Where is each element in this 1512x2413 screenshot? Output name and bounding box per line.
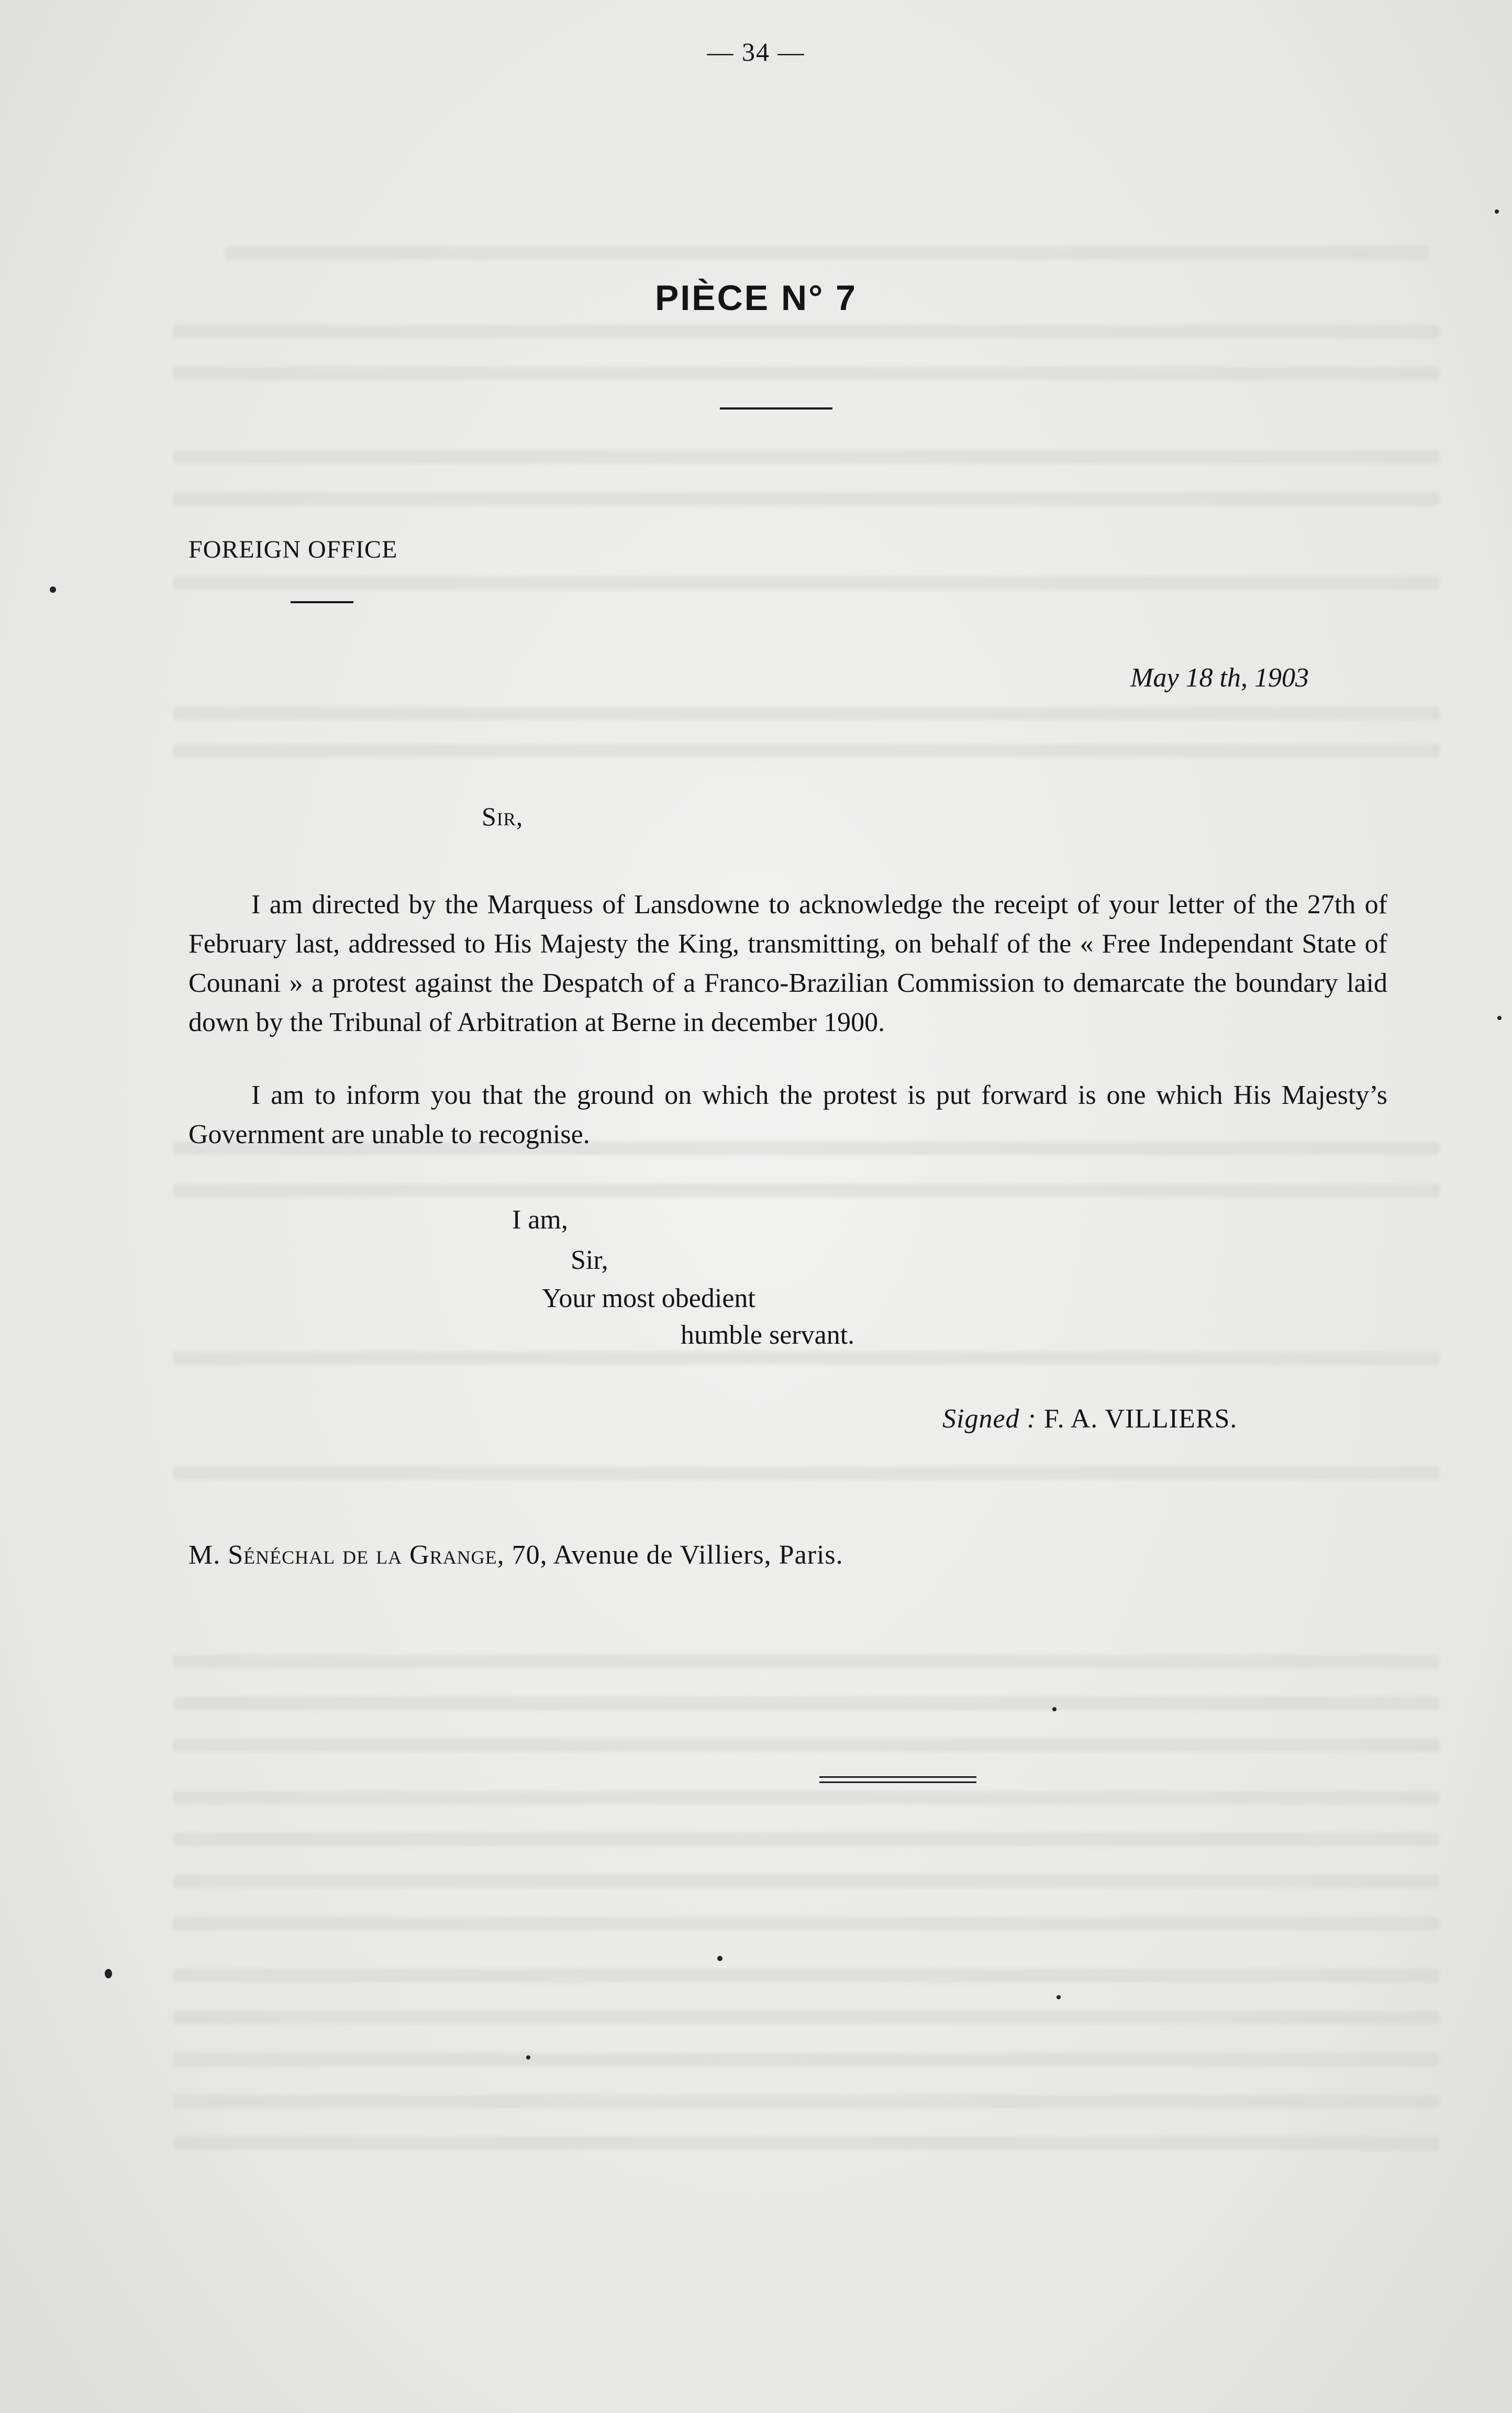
- bleed-through-line: [173, 2053, 1440, 2066]
- bleed-through-line: [173, 450, 1440, 464]
- print-speck: [50, 586, 56, 593]
- salutation: Sir,: [482, 802, 524, 831]
- recipient-name: Sénéchal de la Grange,: [228, 1540, 505, 1570]
- bleed-through-line: [173, 1183, 1440, 1197]
- bleed-through-line: [173, 707, 1440, 721]
- bleed-through-line: [173, 1739, 1440, 1752]
- body-paragraph-2: I am to inform you that the ground on which the protest is put forward is one which His Majesty’s Government are unable to recognise.: [188, 1080, 1387, 1149]
- bleed-through-line: [173, 2137, 1440, 2150]
- closing-line-2: Sir,: [571, 1245, 608, 1275]
- bleed-through-line: [173, 1875, 1440, 1888]
- bleed-through-line: [173, 1466, 1440, 1480]
- bleed-through-line: [173, 1655, 1440, 1668]
- bleed-through-line: [173, 744, 1440, 757]
- recipient-street: 70, Avenue de Villiers, Paris.: [512, 1540, 843, 1570]
- bleed-through-line: [173, 576, 1440, 590]
- closing-line-4: humble servant.: [681, 1320, 855, 1350]
- print-speck: [1497, 1016, 1502, 1020]
- print-speck: [105, 1969, 112, 1978]
- bleed-through-line: [173, 1833, 1440, 1846]
- bleed-through-line: [173, 1697, 1440, 1710]
- page-number: — 34 —: [707, 37, 805, 67]
- bleed-through-line: [173, 1917, 1440, 1930]
- bleed-through-line: [173, 2011, 1440, 2024]
- bleed-through-line: [173, 367, 1440, 380]
- bleed-through-line: [173, 2095, 1440, 2108]
- sender-rule: [291, 601, 353, 603]
- closing-double-rule-top: [819, 1776, 976, 1778]
- body-paragraph-1: I am directed by the Marquess of Lansdowne to acknowledge the receipt of your letter of the 27th of February last, addressed to His Majesty the King, transmitting, on behalf of the « Free Independant State of Counani » a protest against the Despatch of a Franco-Brazilian Commission to demarcate the boundary laid down by the Tribunal of Arbitration at Berne in december 1900.: [188, 890, 1387, 1037]
- signature-name: F. A. VILLIERS.: [1043, 1404, 1238, 1434]
- print-speck: [526, 2055, 530, 2060]
- closing-double-rule-bottom: [819, 1781, 976, 1783]
- recipient-address: [188, 1540, 843, 1570]
- print-speck: [717, 1956, 722, 1961]
- bleed-through-line: [173, 325, 1440, 338]
- letter-date: May 18 th, 1903: [1130, 663, 1309, 693]
- bleed-through-line: [173, 1351, 1440, 1365]
- closing-line-3: Your most obedient: [542, 1283, 755, 1313]
- bleed-through-line: [173, 1969, 1440, 1983]
- bleed-through-line: [173, 492, 1440, 506]
- signature-block: [942, 1403, 1237, 1434]
- signature-label: Signed :: [942, 1404, 1037, 1434]
- sender-office: FOREIGN OFFICE: [188, 536, 398, 563]
- closing-line-1: I am,: [512, 1205, 568, 1235]
- print-speck: [1052, 1707, 1057, 1711]
- print-speck: [1057, 1995, 1061, 1999]
- document-title: PIÈCE N° 7: [655, 278, 857, 318]
- bleed-through-line: [173, 1791, 1440, 1805]
- bleed-through-line: [225, 246, 1429, 260]
- title-underline: [720, 407, 832, 409]
- recipient-prefix: M.: [188, 1540, 221, 1570]
- print-speck: [1495, 209, 1499, 214]
